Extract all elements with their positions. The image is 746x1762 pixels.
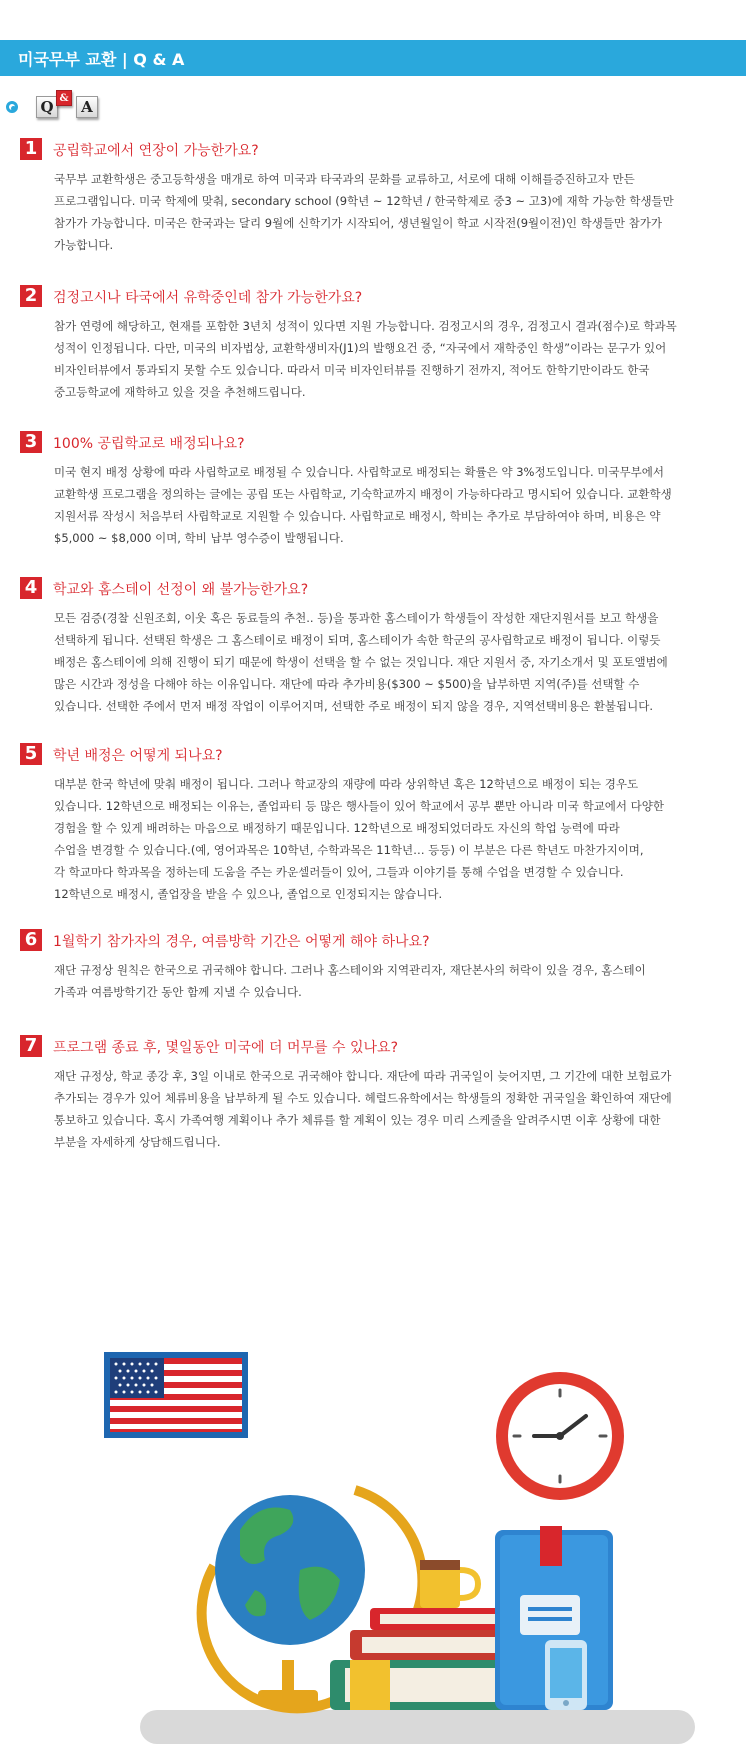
us-flag-icon	[104, 1352, 248, 1438]
answer-text: 재단 규정상, 학교 종강 후, 3일 이내로 한국으로 귀국해야 합니다. 재단에 따라 귀국일이 늦어지면, 그 기간에 대한 보험료가 추가되는 경우가 있어 체류비용을 납부하게 될 수도 있습니다. 헤럴드유학에서는 학생들의 정확한 귀국일을 확인하여 재단에 통보하고 있습니다. 혹시 가족여행 계획이나 추가 체류를 할 계획이 있는 경우 미리 스케줄을 알려주시면 이후 상황에 대한 부분을 자세하게 상담해드립니다.	[54, 1069, 672, 1149]
question-text: 검정고시나 타국에서 유학중인데 참가 가능한가요?	[53, 290, 363, 306]
page-header	[0, 40, 746, 76]
question-text: 1월학기 참가자의 경우, 여름방학 기간은 어떻게 해야 하나요?	[53, 934, 430, 950]
question-text: 100% 공립학교로 배정되나요?	[53, 436, 245, 452]
question-text: 공립학교에서 연장이 가능한가요?	[53, 143, 259, 159]
question-text: 프로그램 종료 후, 몇일동안 미국에 더 머무를 수 있나요?	[53, 1040, 399, 1056]
question-number: 3	[20, 431, 42, 453]
question-text: 학교와 홈스테이 선정이 왜 불가능한가요?	[53, 582, 309, 598]
question-number: 2	[20, 285, 42, 307]
question-number: 1	[20, 138, 42, 160]
smartphone-icon	[545, 1640, 587, 1710]
question-text: 학년 배정은 어떻게 되나요?	[53, 748, 223, 764]
answer-text: 미국 현지 배정 상황에 따라 사립학교로 배정될 수 있습니다. 사립학교로 배정되는 확률은 약 3%정도입니다. 미국무부에서 교환학생 프로그램을 정의하는 글에는 공립 또는 사립학교, 기숙학교까지 배정이 가능하다라고 명시되어 있습니다. 교환학생 지원서류 작성시 처음부터 사립학교로 지원할 수 있습니다. 사립학교로 배정시, 학비는 추가로 부담하여야 하며, 비용은 약 $5,000 ~ $8,000 이며, 학비 납부 영수증이 발행됩니다.	[54, 465, 672, 545]
answer-text: 국무부 교환학생은 중고등학생을 매개로 하여 미국과 타국과의 문화를 교류하고, 서로에 대해 이해를증진하고자 만든 프로그램입니다. 미국 학제에 맞춰, secondary school (9학년 ~ 12학년 / 한국학제로 중3 ~ 고3)에 재학 가능한 학생들만 참가가 가능합니다. 미국은 한국과는 달리 9월에 신학기가 시작되어, 생년월일이 학교 시작전(9월이전)인 학생들만 참가가 가능합니다.	[54, 172, 674, 252]
question-number: 5	[20, 743, 42, 765]
qa-tile-amp: &	[56, 90, 72, 106]
wall-clock-icon	[496, 1372, 624, 1500]
question-number: 6	[20, 929, 42, 951]
answer-text: 참가 연령에 해당하고, 현재를 포함한 3년치 성적이 있다면 지원 가능합니다. 검정고시의 경우, 검정고시 결과(점수)로 학과목 성적이 인정됩니다. 다만, 미국의 비자법상, 교환학생비자(J1)의 발행요건 중, “자국에서 재학중인 학생”이라는 문구가 있어 비자인터뷰에서 통과되지 못할 수도 있습니다. 따라서 미국 비자인터뷰를 진행하기 전까지, 적어도 한학기만이라도 한국 중고등학교에 재학하고 있을 것을 추천해드립니다.	[54, 319, 677, 399]
page-title: 미국무부 교환 | Q & A	[18, 50, 185, 69]
floor-shadow	[140, 1710, 695, 1744]
study-abroad-illustration	[0, 1330, 746, 1758]
coffee-mug-icon	[420, 1560, 478, 1608]
qa-tile-a: A	[76, 96, 98, 118]
question-number: 4	[20, 577, 42, 599]
answer-text: 모든 검증(경찰 신원조회, 이웃 혹은 동료들의 추천.. 등)을 통과한 홈스테이가 학생들이 작성한 재단지원서를 보고 학생을 선택하게 됩니다. 선택된 학생은 그 홈스테이로 배정이 되며, 홈스테이가 속한 학군의 공사립학교로 배정이 됩니다. 이렇듯 배정은 홈스테이에 의해 진행이 되기 때문에 학생이 선택을 할 수 없는 것입니다. 재단 지원서 중, 자기소개서 및 포토앨범에 많은 시간과 정성을 다해야 하는 이유입니다. 재단에 따라 추가비용($300 ~ $500)을 납부하면 지역(주)를 선택할 수 있습니다. 선택한 주에서 먼저 배정 작업이 이루어지며, 선택한 주로 배정이 되지 않을 경우, 지역선택비용은 환불됩니다.	[54, 611, 668, 713]
answer-text: 대부분 한국 학년에 맞춰 배정이 됩니다. 그러나 학교장의 재량에 따라 상위학년 혹은 12학년으로 배정이 되는 경우도 있습니다. 12학년으로 배정되는 이유는, 졸업파티 등 많은 행사들이 있어 학교에서 공부 뿐만 아니라 미국 학교에서 다양한 경험을 할 수 있게 배려하는 마음으로 배정하기 때문입니다. 12학년으로 배정되었더라도 자신의 학업 능력에 따라 수업을 변경할 수 있습니다.(예, 영어과목은 10학년, 수학과목은 11학년… 등등) 이 부분은 다른 학년도 마찬가지이며, 각 학교마다 학과목을 정하는데 도움을 주는 카운셀러들이 있어, 그들과 이야기를 통해 수업을 변경할 수 있습니다. 12학년으로 배정시, 졸업장을 받을 수 있으나, 졸업으로 인정되지는 않습니다.	[54, 777, 665, 901]
qa-tile-q: Q	[36, 96, 58, 118]
question-number: 7	[20, 1035, 42, 1057]
bullet-dot-icon	[6, 101, 18, 113]
answer-text: 재단 규정상 원칙은 한국으로 귀국해야 합니다. 그러나 홈스테이와 지역관리자, 재단본사의 허락이 있을 경우, 홈스테이 가족과 여름방학기간 동안 함께 지낼 수 있습니다.	[54, 963, 646, 999]
